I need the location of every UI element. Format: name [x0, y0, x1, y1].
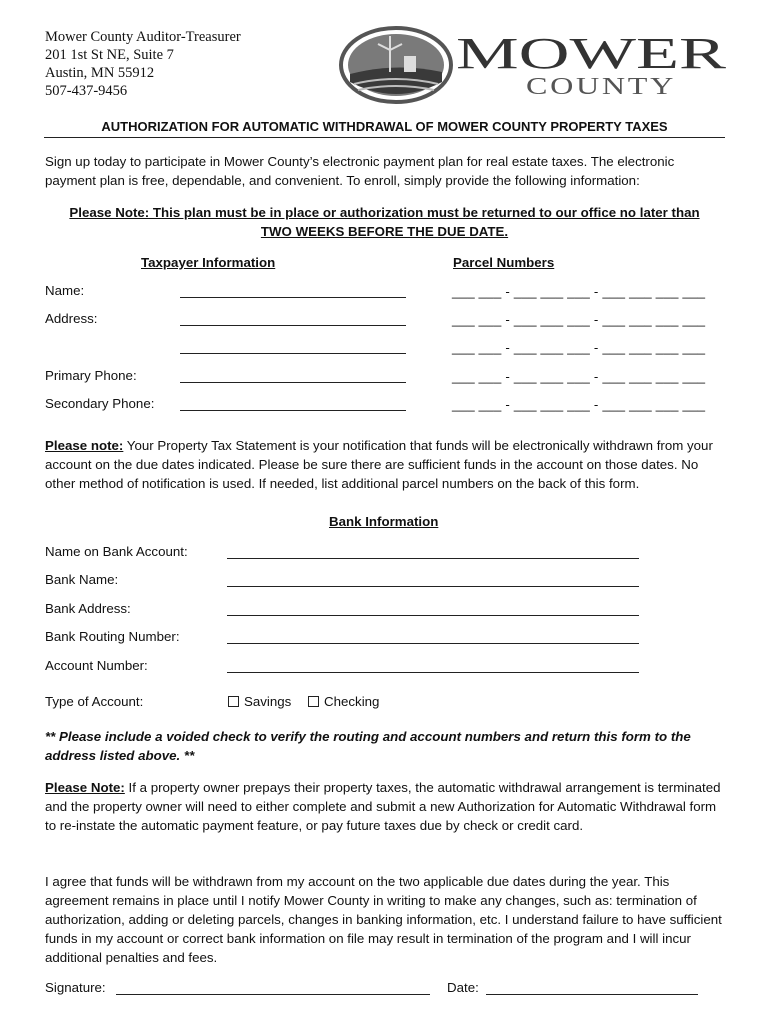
signature-field[interactable] [116, 994, 430, 995]
routing-number-label: Bank Routing Number: [45, 629, 180, 644]
date-label: Date: [447, 980, 479, 995]
parcel-field-4[interactable]: ___ ___ - ___ ___ ___ - ___ ___ ___ ___ [452, 369, 706, 384]
parcel-field-5[interactable]: ___ ___ - ___ ___ ___ - ___ ___ ___ ___ [452, 397, 706, 412]
date-field[interactable] [486, 994, 698, 995]
address-field-1[interactable] [180, 325, 406, 326]
deadline-note [44, 203, 725, 241]
taxpayer-info-heading: Taxpayer Information [141, 255, 276, 270]
address-field-2[interactable] [180, 353, 406, 354]
bank-name-label: Bank Name: [45, 572, 119, 587]
statement-note-label: Please note: [45, 438, 124, 453]
intro-text: Sign up today to participate in Mower County’s electronic payment plan for real estate taxes. The electronic payment plan is free, dependable, and convenient. To enroll, simply provide the following information: [45, 154, 675, 188]
mower-county-logo [338, 22, 728, 108]
name-field[interactable] [180, 297, 406, 298]
checking-checkbox[interactable] [308, 696, 319, 707]
account-number-field[interactable] [227, 672, 639, 673]
bank-account-name-label: Name on Bank Account: [45, 544, 188, 559]
signature-label: Signature: [45, 980, 106, 995]
address-line: 201 1st St NE, Suite 7 [45, 47, 174, 63]
address-line: Mower County Auditor-Treasurer [45, 29, 241, 45]
name-label: Name: [45, 283, 85, 298]
bank-info-heading: Bank Information [329, 514, 439, 529]
statement-note-text: Your Property Tax Statement is your notification that funds will be electronically withdrawn from your account on the due dates indicated. Please be sure there are sufficient funds in the account on those dates. No other method of notification is used. If needed, list additional parcel numbers on the back of this form. [45, 438, 713, 491]
prepay-note [45, 778, 725, 835]
deadline-note-line2: TWO WEEKS BEFORE THE DUE DATE. [260, 224, 509, 239]
logo-word-county: COUNTY [526, 74, 676, 100]
county-address [45, 28, 241, 100]
account-number-label: Account Number: [45, 658, 148, 673]
parcel-field-1[interactable]: ___ ___ - ___ ___ ___ - ___ ___ ___ ___ [452, 284, 706, 299]
statement-note [45, 436, 727, 493]
prepay-note-label: Please Note: [45, 780, 125, 795]
secondary-phone-field[interactable] [180, 410, 406, 411]
prepay-note-text: If a property owner prepays their property taxes, the automatic withdrawal arrangement is terminated and the property owner will need to either complete and submit a new Authorization for Automatic Withdrawal form to re-instate the automatic payment feature, or pay future taxes due by check or credit card. [45, 780, 721, 833]
checking-label: Checking [324, 694, 380, 709]
savings-label: Savings [244, 694, 292, 709]
form-title: AUTHORIZATION FOR AUTOMATIC WITHDRAWAL OF MOWER COUNTY PROPERTY TAXES [101, 119, 668, 134]
bank-address-field[interactable] [227, 615, 639, 616]
logo-word-mower: MOWER [456, 29, 728, 78]
bank-account-name-field[interactable] [227, 558, 639, 559]
address-label: Address: [45, 311, 98, 326]
parcel-field-2[interactable]: ___ ___ - ___ ___ ___ - ___ ___ ___ ___ [452, 312, 706, 327]
voided-check-note: ** Please include a voided check to verify the routing and account numbers and return this form to the address listed above. ** [45, 729, 691, 763]
parcel-numbers-heading: Parcel Numbers [453, 255, 555, 270]
routing-number-field[interactable] [227, 643, 639, 644]
address-line: 507-437-9456 [45, 83, 128, 99]
savings-checkbox[interactable] [228, 696, 239, 707]
deadline-note-line1: Please Note: This plan must be in place or authorization must be returned to our office no later than [69, 205, 700, 220]
primary-phone-field[interactable] [180, 382, 406, 383]
primary-phone-label: Primary Phone: [45, 368, 137, 383]
title-divider [44, 137, 725, 138]
bank-name-field[interactable] [227, 586, 639, 587]
secondary-phone-label: Secondary Phone: [45, 396, 155, 411]
bank-address-label: Bank Address: [45, 601, 131, 616]
checking-option[interactable] [308, 694, 379, 709]
parcel-field-3[interactable]: ___ ___ - ___ ___ ___ - ___ ___ ___ ___ [452, 340, 706, 355]
address-line: Austin, MN 55912 [45, 65, 155, 81]
account-type-label: Type of Account: [45, 694, 144, 709]
savings-option[interactable] [228, 694, 291, 709]
agreement-text: I agree that funds will be withdrawn from my account on the two applicable due dates during the year. This agreement remains in place until I notify Mower County in writing to make any changes, such as: termination of authorization, adding or deleting parcels, changes in banking information, etc. I understand failure to have sufficient funds in my account or correct bank information on file may result in termination of the program and I will incur additional penalties and fees. [45, 874, 722, 965]
